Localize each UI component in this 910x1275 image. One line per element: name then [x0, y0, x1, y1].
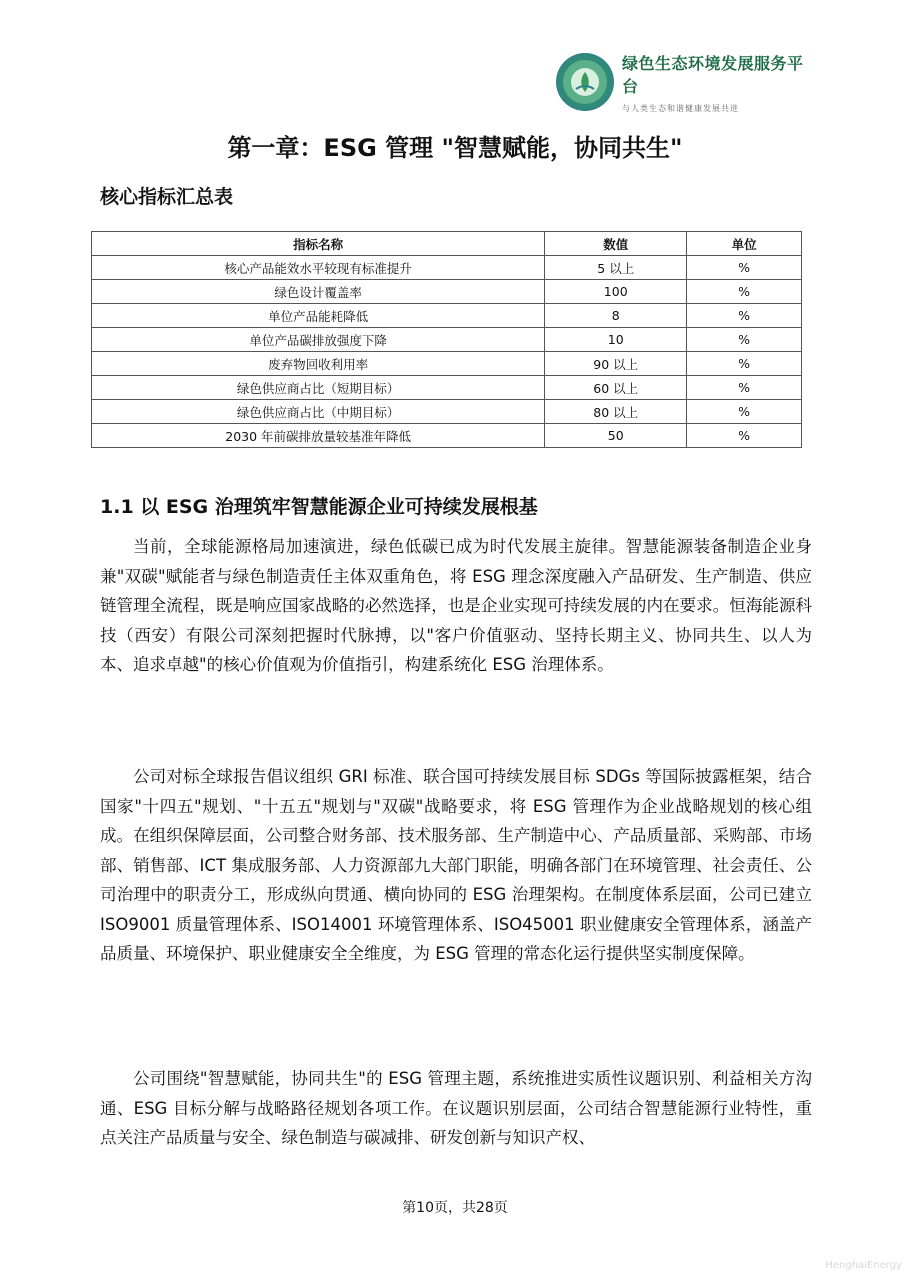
indicator-name: 绿色设计覆盖率 — [92, 280, 545, 304]
indicator-value: 10 — [545, 328, 687, 352]
indicator-value: 60 以上 — [545, 376, 687, 400]
indicator-name: 绿色供应商占比（中期目标） — [92, 400, 545, 424]
header-indicator-name: 指标名称 — [92, 232, 545, 256]
watermark: HenghaiEnergy — [825, 1260, 902, 1271]
indicator-unit: % — [687, 328, 802, 352]
indicator-name: 2030 年前碳排放量较基准年降低 — [92, 424, 545, 448]
table-row — [92, 424, 802, 448]
section-title: 核心指标汇总表 — [100, 186, 234, 208]
table-row — [92, 376, 802, 400]
indicator-unit: % — [687, 256, 802, 280]
indicator-name: 废弃物回收利用率 — [92, 352, 545, 376]
body-paragraph: 公司围绕"智慧赋能，协同共生"的 ESG 管理主题，系统推进实质性议题识别、利益相关方沟通、ESG 目标分解与战略路径规划各项工作。在议题识别层面，公司结合智慧能源行业特性，重点关注产品质量与安全、绿色制造与碳减排、研发创新与知识产权、 — [100, 1069, 812, 1147]
kpi-summary-table — [91, 231, 802, 448]
table-row — [92, 352, 802, 376]
indicator-value: 80 以上 — [545, 400, 687, 424]
platform-name: 绿色生态环境发展服务平台 — [622, 53, 804, 96]
body-paragraph: 公司对标全球报告倡议组织 GRI 标准、联合国可持续发展目标 SDGs 等国际披露框架，结合国家"十四五"规划、"十五五"规划与"双碳"战略要求，将 ESG 管理作为企业战略规划的核心组成。在组织保障层面，公司整合财务部、技术服务部、生产制造中心、产品质量部、采购部、市场部、销售部、ICT 集成服务部、人力资源部九大部门职能，明确各部门在环境管理、社会责任、公司治理中的职责分工，形成纵向贯通、横向协同的 ESG 治理架构。在制度体系层面，公司已建立 ISO9001 质量管理体系、ISO14001 环境管理体系、ISO45001 职业健康安全管理体系，涵盖产品质量、环境保护、职业健康安全全维度，为 ESG 管理的常态化运行提供坚实制度保障。 — [100, 767, 812, 963]
table-row — [92, 400, 802, 424]
table-header-row — [92, 232, 802, 256]
subsection-title: 1.1 以 ESG 治理筑牢智慧能源企业可持续发展根基 — [100, 496, 538, 518]
table-row — [92, 304, 802, 328]
indicator-name: 单位产品能耗降低 — [92, 304, 545, 328]
indicator-name: 单位产品碳排放强度下降 — [92, 328, 545, 352]
indicator-value: 50 — [545, 424, 687, 448]
header-unit: 单位 — [687, 232, 802, 256]
indicator-unit: % — [687, 376, 802, 400]
table-row — [92, 328, 802, 352]
indicator-value: 90 以上 — [545, 352, 687, 376]
chapter-title: 第一章：ESG 管理 "智慧赋能，协同共生" — [227, 134, 683, 162]
green-seal-emblem-icon — [556, 53, 614, 111]
indicator-name: 核心产品能效水平较现有标准提升 — [92, 256, 545, 280]
indicator-name: 绿色供应商占比（短期目标） — [92, 376, 545, 400]
platform-slogan: 与人类生态和谐健康发展共进 — [622, 103, 739, 113]
indicator-unit: % — [687, 424, 802, 448]
table-row — [92, 256, 802, 280]
indicator-value: 8 — [545, 304, 687, 328]
table-row — [92, 280, 802, 304]
indicator-unit: % — [687, 304, 802, 328]
page-footer: 第10页，共28页 — [402, 1200, 508, 1216]
header-value: 数值 — [545, 232, 687, 256]
indicator-value: 100 — [545, 280, 687, 304]
body-paragraph: 当前，全球能源格局加速演进，绿色低碳已成为时代发展主旋律。智慧能源装备制造企业身兼"双碳"赋能者与绿色制造责任主体双重角色，将 ESG 理念深度融入产品研发、生产制造、供应链管理全流程，既是响应国家战略的必然选择，也是企业实现可持续发展的内在要求。恒海能源科技（西安）有限公司深刻把握时代脉搏，以"客户价值驱动、坚持长期主义、协同共生、以人为本、追求卓越"的核心价值观为价值指引，构建系统化 ESG 治理体系。 — [100, 537, 812, 674]
indicator-unit: % — [687, 352, 802, 376]
platform-logo — [556, 52, 812, 112]
indicator-value: 5 以上 — [545, 256, 687, 280]
indicator-unit: % — [687, 280, 802, 304]
indicator-unit: % — [687, 400, 802, 424]
